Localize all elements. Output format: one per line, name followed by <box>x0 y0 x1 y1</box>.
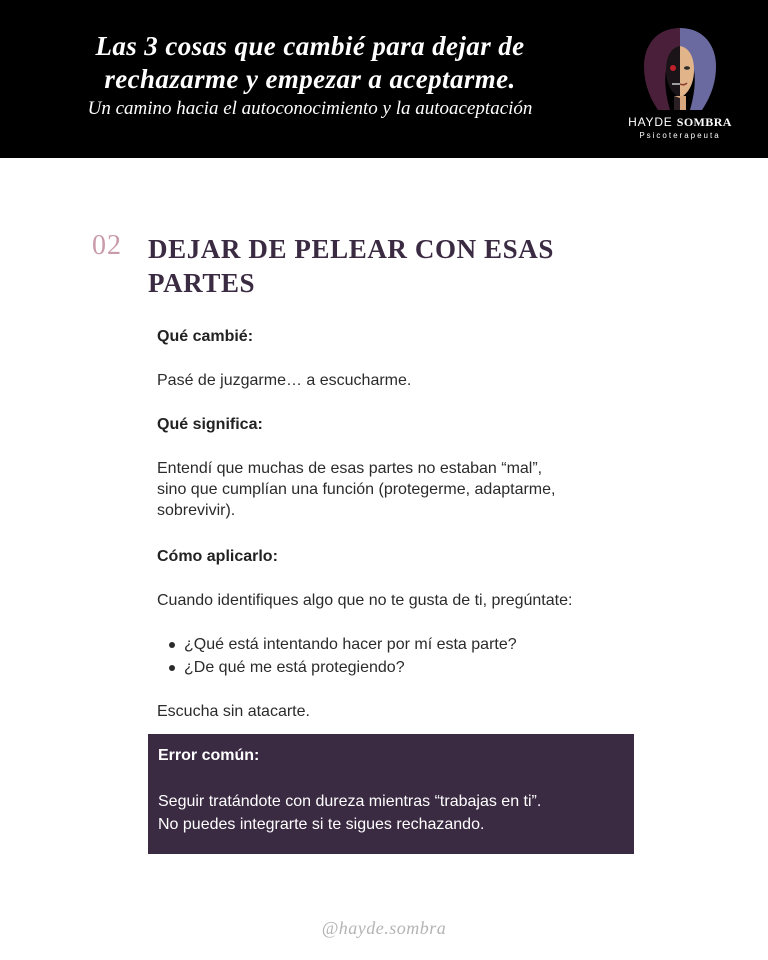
section-title <box>148 232 618 300</box>
meaning-line-3: sobrevivir). <box>157 502 236 519</box>
section-title-line-1: DEJAR DE PELEAR CON ESAS <box>148 234 554 264</box>
error-line-1: Seguir tratándote con dureza mientras “trabajas en ti”. <box>158 793 542 810</box>
error-line-2: No puedes integrarte si te sigues rechazando. <box>158 816 485 833</box>
list-item <box>157 633 517 656</box>
bullet-dot-icon <box>169 642 175 648</box>
title-line-1: Las 3 cosas que cambié para dejar de <box>95 31 525 61</box>
social-handle: @hayde.sombra <box>321 918 447 938</box>
what-changed-label: Qué cambié: <box>157 328 254 345</box>
title-line-2: rechazarme y empezar a aceptarme. <box>104 64 516 94</box>
brand-logo <box>615 26 745 144</box>
section-number: 02 <box>92 230 122 261</box>
closing-text: Escucha sin atacarte. <box>157 703 310 720</box>
list-item <box>157 656 517 679</box>
page-title <box>30 30 590 96</box>
question-text: ¿De qué me está protegiendo? <box>184 659 405 676</box>
meaning-label: Qué significa: <box>157 416 263 433</box>
common-error-box <box>148 734 634 854</box>
brand-name-first: HAYDE <box>628 115 673 129</box>
section-title-line-2: PARTES <box>148 268 256 298</box>
meaning-line-1: Entendí que muchas de esas partes no estaban “mal”, <box>157 460 543 477</box>
brand-role: Psicoterapeuta <box>639 131 721 140</box>
question-list <box>157 633 517 679</box>
page-subtitle: Un camino hacia el autoconocimiento y la autoaceptación <box>87 98 533 119</box>
bullet-dot-icon <box>169 665 175 671</box>
meaning-text <box>157 458 555 521</box>
apply-text: Cuando identifiques algo que no te gusta de ti, pregúntate: <box>157 592 573 609</box>
error-label: Error común: <box>158 747 260 764</box>
error-text <box>158 790 628 836</box>
split-face-portrait-icon <box>628 26 732 112</box>
apply-label: Cómo aplicarlo: <box>157 548 278 565</box>
what-changed-text: Pasé de juzgarme… a escucharme. <box>157 372 412 389</box>
brand-name-last: SOMBRA <box>676 115 732 129</box>
meaning-line-2: sino que cumplían una función (protegerme, adaptarme, <box>157 481 556 498</box>
question-text: ¿Qué está intentando hacer por mí esta parte? <box>184 636 517 653</box>
brand-name <box>615 115 745 130</box>
header-banner <box>0 0 768 158</box>
